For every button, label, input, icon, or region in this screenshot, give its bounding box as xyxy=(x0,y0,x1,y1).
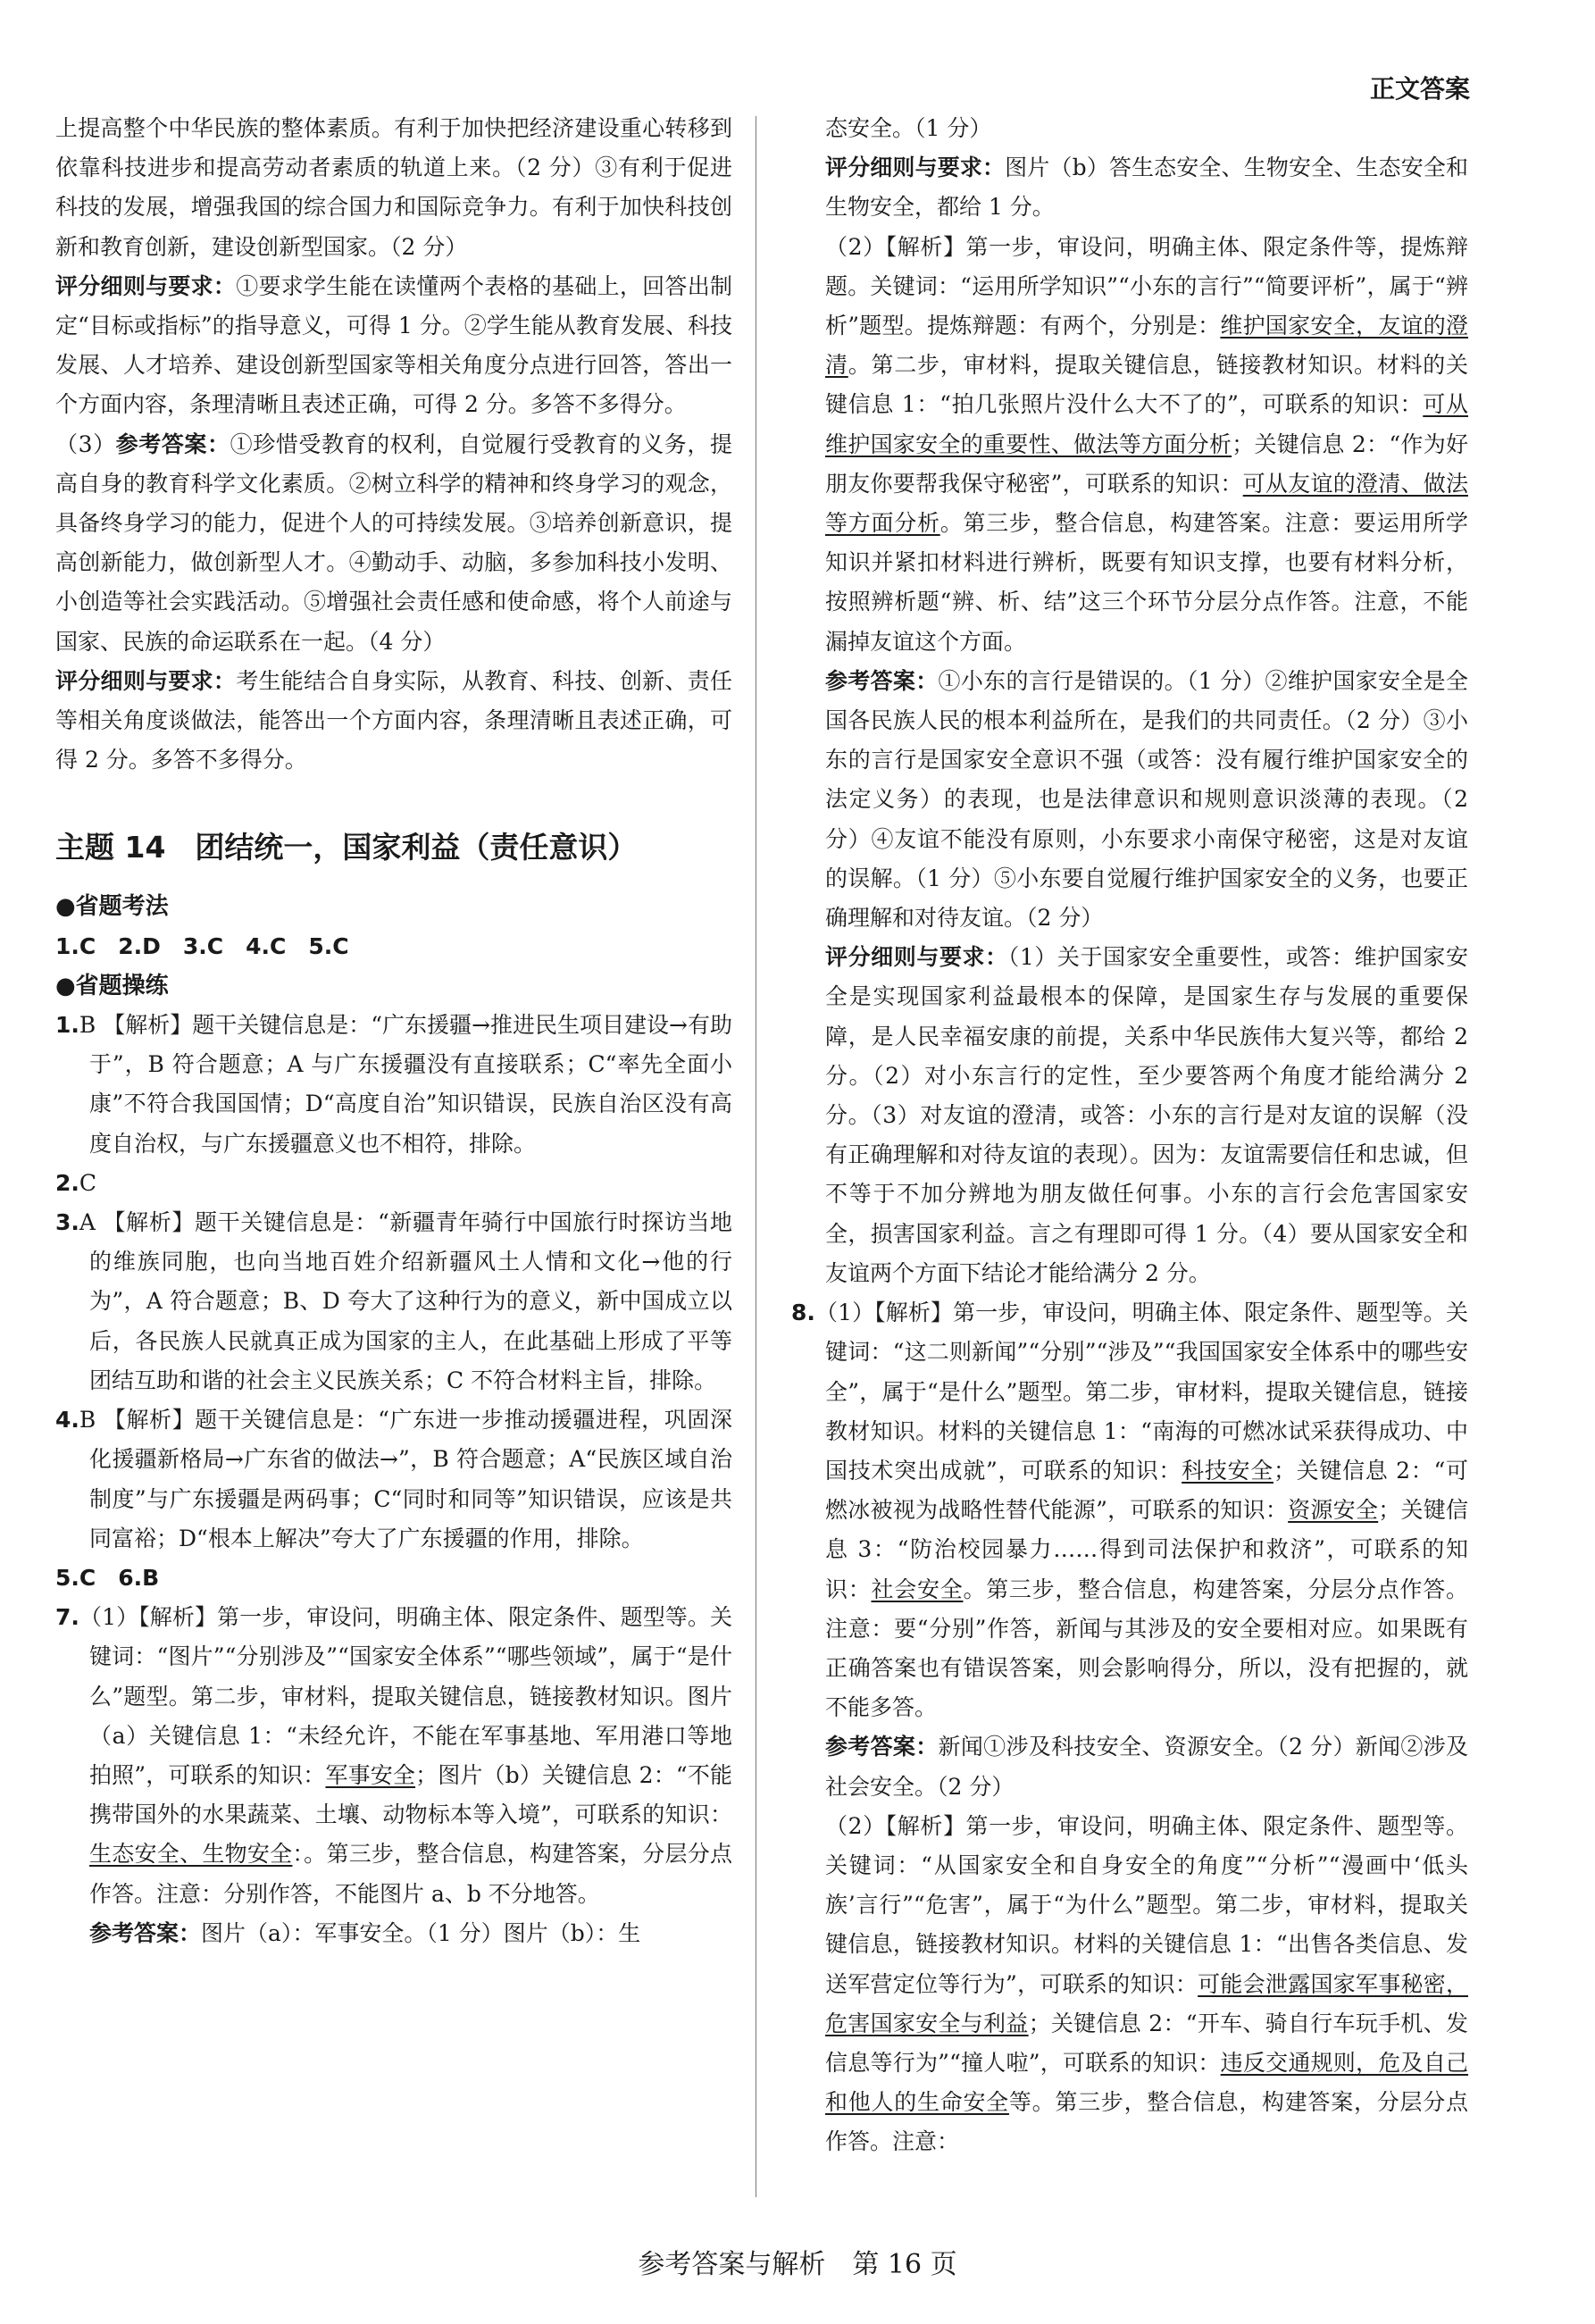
analysis-text: 等。第三步，整合信息，构建答案，分层分点作答。注意： xyxy=(825,2089,1468,2155)
item-5-6: 5.C 6.B xyxy=(55,1564,160,1591)
answer-continued: 态安全。（1 分） xyxy=(825,115,992,141)
answer-label: 参考答案： xyxy=(825,1734,939,1760)
answer-label: 参考答案： xyxy=(115,431,230,457)
item-text: B 【解析】题干关键信息是：“广东援疆→推进民生项目建设→有助于”，B 符合题意；A 与广东援疆没有直接联系；C“率先全面小康”不符合我国国情；D“高度自治”知识错误，民族自治区没有高度自治权，与广东援疆意义也不相符，排除。 xyxy=(79,1012,732,1157)
key-knowledge: 可从维护国家安全的重要性、做法等方面分析 xyxy=(825,391,1468,457)
grading-text: 考生能结合自身实际，从教育、科技、创新、责任等相关角度谈做法，能答出一个方面内容，条理清晰且表述正确，可得 2 分。多答不多得分。 xyxy=(55,667,732,773)
item-text: C xyxy=(79,1169,97,1196)
answer-text: 图片（a）：军事安全。（1 分）图片（b）：生 xyxy=(201,1919,641,1946)
grading-note xyxy=(791,148,1468,227)
grading-label: 评分细则与要求： xyxy=(825,155,1006,181)
q3-answer xyxy=(55,425,732,662)
key-knowledge: 维护国家安全，友谊的澄清 xyxy=(825,313,1468,379)
item-8-answer xyxy=(791,1727,1468,1806)
grading-note xyxy=(55,267,732,425)
answer-text: ①小东的言行是错误的。（1 分）②维护国家安全是全国各民族人民的根本利益所在，是我们的共同责任。（2 分）③小东的言行是国家安全意识不强（或答：没有履行维护国家安全的法定义务）的表现，也是法律意识和规则意识淡薄的表现。（2 分）④友谊不能没有原则，小东要求小南保守秘密，这是对友谊的误解。（1 分）⑤小东要自觉履行维护国家安全的义务，也要正确理解和对待友谊。（2 分） xyxy=(825,667,1468,932)
answer-label: 参考答案： xyxy=(89,1919,202,1946)
item-7 xyxy=(55,1598,732,1914)
analysis-text: ；关键信息 3：“防治校园暴力……得到司法保护和救济”，可联系的知识： xyxy=(825,1497,1468,1602)
q7-2-analysis xyxy=(791,228,1468,662)
item-7-answer xyxy=(55,1914,732,1953)
key-knowledge: 生态安全、生物安全 xyxy=(89,1841,293,1868)
grading-text: （1）关于国家安全重要性，或答：维护国家安全是实现国家利益最根本的保障，是国家生存与发展的重要保障，是人民幸福安康的前提，关系中华民族伟大复兴等，都给 2 分。（2）对小东言行的定性，至少要答两个角度才能给满分 2 分。（3）对友谊的澄清，或答：小东的言行是对友谊的误解（没有正确理解和对待友谊的表现）。因为：友谊需要信任和忠诚，但不等于不加分辨地为朋友做任何事。小东的言行会危害国家安全，损害国家利益。言之有理即可得 1 分。（4）要从国家安全和友谊两个方面下结论才能给满分 2 分。 xyxy=(825,944,1468,1286)
item-number: 1. xyxy=(55,1012,79,1039)
grading-label: 评分细则与要求： xyxy=(825,944,1008,971)
exam-answers: 1.C 2.D 3.C 4.C 5.C xyxy=(55,932,349,959)
item-2 xyxy=(55,1164,732,1203)
right-column xyxy=(791,109,1468,2162)
item-text: ：。第三步，整合信息，构建答案，分层分点作答。注意：分别作答，不能图片 a、b 不分地答。 xyxy=(89,1841,732,1907)
item-number: 4. xyxy=(55,1407,79,1434)
q3-number: （3） xyxy=(55,431,116,457)
key-knowledge: 军事安全 xyxy=(325,1761,416,1788)
grading-note xyxy=(55,662,732,781)
item-8-2-analysis xyxy=(791,1807,1468,2162)
grading-text: ①要求学生能在读懂两个表格的基础上，回答出制定“目标或指标”的指导意义，可得 1 分。②学生能从教育发展、科技发展、人才培养、建设创新型国家等相关角度分点进行回答，答出一个方面内容，条理清晰且表述正确，可得 2 分。多答不多得分。 xyxy=(55,272,732,418)
section-heading-practice: ●省题操练 xyxy=(55,972,169,999)
topic-heading: 主题 14 团结统一，国家利益（责任意识） xyxy=(55,830,638,865)
q3-text: ①珍惜受教育的权利，自觉履行受教育的义务，提高自身的教育科学文化素质。②树立科学的精神和终身学习的观念，具备终身学习的能力，促进个人的可持续发展。③培养创新意识，提高创新能力，做创新型人才。④勤动手、动脑，多参加科技小发明、小创造等社会实践活动。⑤增强社会责任感和使命感，将个人前途与国家、民族的命运联系在一起。（4 分） xyxy=(55,431,732,655)
item-number: 3. xyxy=(55,1209,79,1236)
page-header-tag: 正文答案 xyxy=(1369,74,1470,104)
item-4 xyxy=(55,1400,732,1559)
page-footer: 参考答案与解析 第 16 页 xyxy=(638,2249,957,2280)
item-number: 7. xyxy=(55,1604,79,1631)
item-text: A 【解析】题干关键信息是：“新疆青年骑行中国旅行时探访当地的维族同胞，也向当地百姓介绍新疆风土人情和文化→他的行为”，A 符合题意；B、D 夸大了这种行为的意义，新中国成立以后，各民族人民就真正成为国家的主人，在此基础上形成了平等团结互助和谐的社会主义民族关系；C 不符合材料主旨，排除。 xyxy=(79,1209,732,1393)
analysis-text: （2）【解析】第一步，审设问，明确主体、限定条件等，提炼辩题。关键词：“运用所学知识”“小东的言行”“简要评析”，属于“辨析”题型。提炼辩题：有两个，分别是： xyxy=(825,233,1468,339)
item-text: B 【解析】题干关键信息是：“广东进一步推动援疆进程，巩固深化援疆新格局→广东省的做法→”，B 符合题意；A“民族区域自治制度”与广东援疆是两码事；C“同时和同等”知识错误，应该是共同富裕；D“根本上解决”夸大了广东援疆的作用，排除。 xyxy=(79,1407,732,1551)
item-number: 2. xyxy=(55,1169,79,1196)
analysis-text: 。第三步，整合信息，构建答案，分层分点作答。注意：要“分别”作答，新闻与其涉及的安全要相对应。如果既有正确答案也有错误答案，则会影响得分，所以，没有把握的，就不能多答。 xyxy=(825,1576,1468,1721)
key-knowledge: 社会安全 xyxy=(871,1576,964,1602)
key-knowledge: 可能会泄露国家军事秘密，危害国家安全与利益 xyxy=(825,1970,1468,2036)
analysis-text: ；关键信息 2：“作为好朋友你要帮我保守秘密”，可联系的知识： xyxy=(825,431,1468,497)
grading-note xyxy=(791,938,1468,1293)
item-text: （1）【解析】第一步，审设问，明确主体、限定条件、题型等。关键词：“图片”“分别涉及”“国家安全体系”“哪些领域”，属于“是什么”题型。第二步，审材料，提取关键信息，链接教材知识。图片（a）关键信息 1：“未经允许，不能在军事基地、军用港口等地拍照”，可联系的知识： xyxy=(79,1604,732,1788)
key-knowledge: 资源安全 xyxy=(1288,1497,1379,1524)
key-knowledge: 科技安全 xyxy=(1182,1457,1273,1484)
answer-paragraph: 上提高整个中华民族的整体素质。有利于加快把经济建设重心转移到依靠科技进步和提高劳动者素质的轨道上来。（2 分）③有利于促进科技的发展，增强我国的综合国力和国际竞争力。有利于加快科技创新和教育创新，建设创新型国家。（2 分） xyxy=(55,115,732,260)
item-text: ；图片（b）关键信息 2：“不能携带国外的水果蔬菜、土壤、动物标本等入境”，可联系的知识： xyxy=(89,1761,732,1828)
grading-text: 图片（b）答生态安全、生物安全、生态安全和生物安全，都给 1 分。 xyxy=(825,155,1468,221)
item-8 xyxy=(791,1293,1468,1727)
analysis-text: ；关键信息 2：“可燃冰被视为战略性替代能源”，可联系的知识： xyxy=(825,1457,1468,1524)
analysis-text: 。第三步，整合信息，构建答案。注意：要运用所学知识并紧扣材料进行辨析，既要有知识支撑，也要有材料分析，按照辨析题“辨、析、结”这三个环节分层分点作答。注意，不能漏掉友谊这个方面。 xyxy=(825,510,1468,655)
answer-label: 参考答案： xyxy=(825,667,939,694)
analysis-text: （1）【解析】第一步，审设问，明确主体、限定条件、题型等。关键词：“这二则新闻”“分别”“涉及”“我国国家安全体系中的哪些安全”，属于“是什么”题型。第二步，审材料，提取关键信息，链接教材知识。材料的关键信息 1：“南海的可燃冰试采获得成功、中国技术突出成就”，可联系的知识： xyxy=(814,1300,1468,1484)
item-number: 8. xyxy=(791,1300,815,1326)
analysis-text: 。第二步，审材料，提取关键信息，链接教材知识。材料的关键信息 1：“拍几张照片没什么大不了的”，可联系的知识： xyxy=(825,352,1468,418)
q7-2-answer xyxy=(791,662,1468,938)
item-1 xyxy=(55,1006,732,1164)
key-knowledge: 可从友谊的澄清、做法等方面分析 xyxy=(825,470,1468,537)
item-3 xyxy=(55,1203,732,1400)
analysis-text: ；关键信息 2：“开车、骑自行车玩手机、发信息等行为”“撞人啦”，可联系的知识： xyxy=(825,2010,1468,2076)
analysis-text: （2）【解析】第一步，审设问，明确主体、限定条件、题型等。关键词：“从国家安全和自身安全的角度”“分析”“漫画中‘低头族’言行”“危害”，属于“为什么”题型。第二步，审材料，提取关键信息，链接教材知识。材料的关键信息 1：“出售各类信息、发送军营定位等行为”，可联系的知识： xyxy=(825,1812,1468,1997)
left-column xyxy=(55,109,732,1953)
grading-label: 评分细则与要求： xyxy=(55,667,237,694)
answer-text: 新闻①涉及科技安全、资源安全。（2 分）新闻②涉及社会安全。（2 分） xyxy=(825,1734,1468,1800)
grading-label: 评分细则与要求： xyxy=(55,272,237,299)
key-knowledge: 违反交通规则，危及自己和他人的生命安全 xyxy=(825,2049,1468,2116)
section-heading-exam: ●省题考法 xyxy=(55,893,169,921)
